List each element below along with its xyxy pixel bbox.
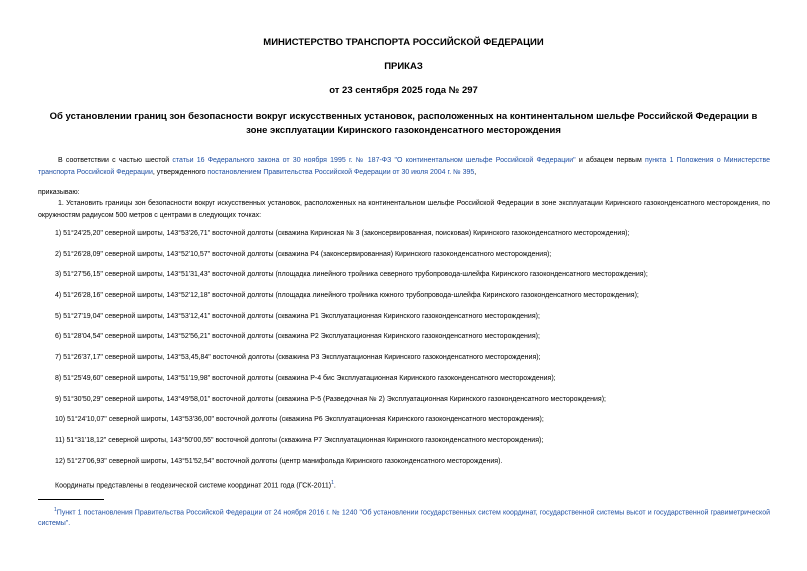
point-item: 8) 51°25'49,60" северной широты, 143°51'19,98" восточной долготы (скважина Р-4 бис Эксплуатационная Киринского газоконденсатного месторождения); — [55, 375, 556, 382]
point-item: 11) 51°31'18,12" северной широты, 143°50'00,55" восточной долготы (скважина Р7 Эксплуатационная Киринского газоконденсатного месторождения); — [55, 437, 544, 444]
law-link[interactable]: статьи 16 Федерального закона от 30 ноября 1995 г. № 187-ФЗ "О континентальном шельфе Российской Федерации" — [172, 157, 576, 164]
footnote-marker: 1 — [54, 507, 57, 513]
regulation-link[interactable]: пункта 1 Положения о Министерстве транспорта Российской Федерации — [38, 157, 770, 176]
point-item: 10) 51°24'10,07" северной широты, 143°53'36,00" восточной долготы (скважина Р6 Эксплуатационная Киринского газоконденсатного месторождения); — [55, 416, 544, 423]
coordinates-note: Координаты представлены в геодезической системе координат 2011 года (ГСК-2011)$^1$. — [55, 480, 336, 490]
footnote-link[interactable]: Пункт 1 постановления Правительства Российской Федерации от 24 ноября 2016 г. № 1240 "Об установлении государственных систем координат, государственной системы высот и государственной гравиметрической системы". — [38, 509, 770, 528]
footnote-divider — [38, 499, 104, 500]
point-item: 1) 51°24'25,20" северной широты, 143°53'26,71" восточной долготы (скважина Киринская № 3 (законсервированная, поисковая) Киринского газоконденсатного месторождения); — [55, 230, 630, 237]
point-item: 4) 51°26'28,16" северной широты, 143°52'12,18" восточной долготы (площадка линейного тройника южного трубопровода-шлейфа Киринского газоконденсатного месторождения); — [55, 292, 639, 299]
point-item: 5) 51°27'19,04" северной широты, 143°53'12,41" восточной долготы (скважина Р1 Эксплуатационная Киринского газоконденсатного месторождения); — [55, 313, 540, 320]
preamble-text-2: и абзацем первым — [575, 157, 645, 164]
date-number-heading: от 23 сентября 2025 года № 297 — [329, 85, 478, 96]
point-item: 12) 51°27'06,93" северной широты, 143°51'52,54" восточной долготы (центр манифольда Киринского газоконденсатного месторождения). — [55, 458, 503, 465]
ministry-heading: МИНИСТЕРСТВО ТРАНСПОРТА РОССИЙСКОЙ ФЕДЕРАЦИИ — [263, 37, 544, 48]
point-item: 2) 51°26'28,09" северной широты, 143°52'10,57" восточной долготы (скважина Р4 (законсервированная) Киринского газоконденсатного месторождения); — [55, 251, 552, 258]
point-item: 3) 51°27'56,15" северной широты, 143°51'31,43" восточной долготы (площадка линейного тройника северного трубопровода-шлейфа Киринского газоконденсатного месторождения); — [55, 271, 648, 278]
resolution-link[interactable]: постановлением Правительства Российской Федерации от 30 июля 2004 г. № 395 — [207, 168, 475, 176]
document-title: Об установлении границ зон безопасности вокруг искусственных установок, расположенных на континентальном шельфе Российской Федерации в зоне эксплуатации Киринского газоконденсатного месторождения — [49, 111, 758, 136]
point-item: 9) 51°30'50,29" северной широты, 143°49'58,01" восточной долготы (скважина Р-5 (Разведочная № 2) Эксплуатационная Киринского газоконденсатного месторождения); — [55, 396, 606, 403]
footnote-reference[interactable]: 1 — [331, 480, 334, 486]
coordinates-note-text: Координаты представлены в геодезической системе координат 2011 года (ГСК-2011) — [55, 482, 332, 490]
footnote — [38, 505, 770, 529]
clause-1: 1. Установить границы зон безопасности вокруг искусственных установок, расположенных на континентальном шельфе Российской Федерации в зоне эксплуатации Киринского газоконденсатного месторождения, по окружностям радиусом 500 метров с центрами в следующих точках: — [38, 200, 770, 219]
doc-type-heading: ПРИКАЗ — [384, 61, 423, 72]
point-item: 6) 51°28'04,54" северной широты, 143°52'56,21" восточной долготы (скважина Р2 Эксплуатационная Киринского газоконденсатного месторождения); — [55, 333, 540, 340]
preamble-text-4: , — [474, 168, 477, 176]
preamble-text-1: В соответствии с частью шестой — [58, 157, 173, 164]
point-item: 7) 51°26'37,17" северной широты, 143°53,45,84" восточной долготы (скважина Р3 Эксплуатационная Киринского газоконденсатного месторождения); — [55, 354, 541, 361]
order-word: приказываю: — [38, 189, 80, 196]
preamble-text-3: , утвержденного — [152, 168, 208, 176]
preamble-paragraph — [38, 155, 770, 178]
